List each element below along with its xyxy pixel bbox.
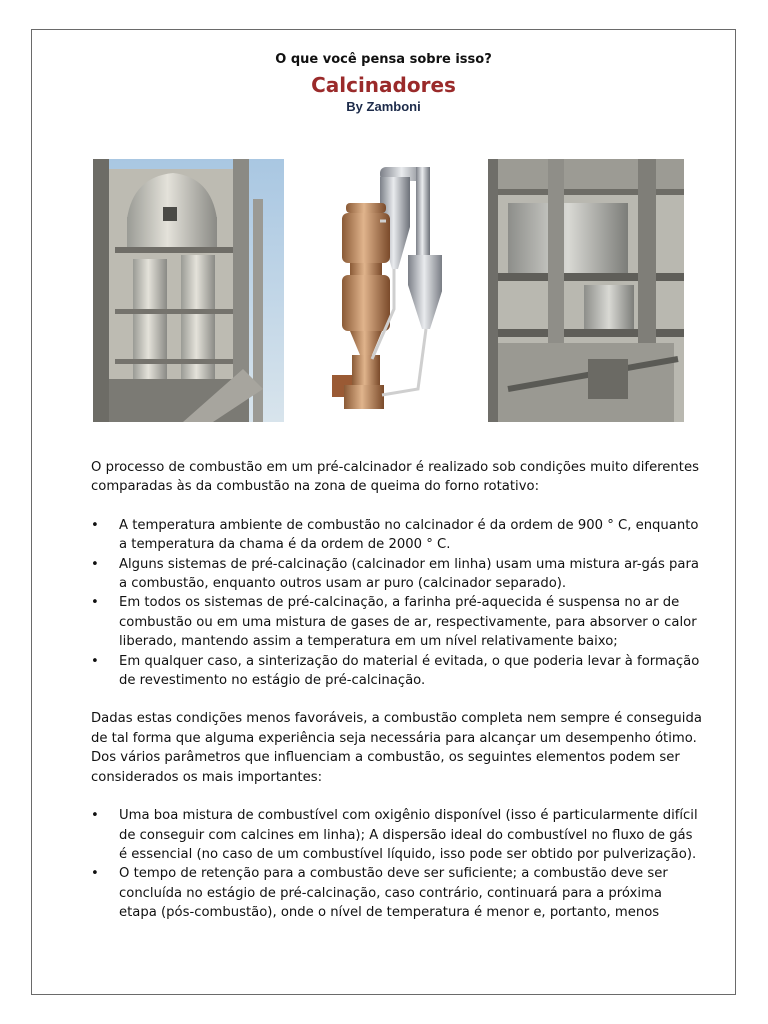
calciner-diagram [322,159,442,422]
kicker-text: O que você pensa sobre isso? [275,52,492,67]
list-item: • Em todos os sistemas de pré-calcinação, a farinha pré-aquecida é suspensa no ar de combustão ou em uma mistura de gases de ar, respectivamente, para absorver o calor liberado, mantendo assim a temperatura em um nível relativamente baixo; [91,593,703,651]
plant-structure-photo [488,159,684,422]
list-item: • Em qualquer caso, a sinterização do material é evitada, o que poderia levar à formação de revestimento no estágio de pré-calcinação. [91,652,703,691]
intro-paragraph: O processo de combustão em um pré-calcinador é realizado sob condições muito diferentes comparadas às da combustão na zona de queima do forno rotativo: [91,460,699,495]
plant-tower-photo [93,159,284,422]
article-body [91,458,703,942]
second-paragraph: Dadas estas condições menos favoráveis, a combustão completa nem sempre é conseguida de tal forma que alguma experiência seja necessária para alcançar um desempenho ótimo. Dos vários parâmetros que influenciam a combustão, os seguintes elementos podem ser considerados os mais importantes: [91,711,702,785]
list-item: • O tempo de retenção para a combustão deve ser suficiente; a combustão deve ser concluída no estágio de pré-calcinação, caso contrário, continuará para a próxima etapa (pós-combustão), onde o nível de temperatura é menor e, portanto, menos [91,864,703,922]
list-item: • Uma boa mistura de combustível com oxigênio disponível (isso é particularmente difícil de conseguir com calcines em linha); A dispersão ideal do combustível no fluxo de gás é essencial (no caso de um combustível líquido, isso pode ser obtido por pulverização). [91,806,703,864]
document-page [31,29,736,995]
document-title: Calcinadores [311,73,456,97]
list-item: • A temperatura ambiente de combustão no calcinador é da ordem de 900 ° C, enquanto a temperatura da chama é da ordem de 2000 ° C. [91,516,703,555]
parameters-list [91,806,703,922]
document-header [32,52,735,114]
byline: By Zamboni [346,99,421,114]
list-item: • Alguns sistemas de pré-calcinação (calcinador em linha) usam uma mistura ar-gás para a combustão, enquanto outros usam ar puro (calcinador separado). [91,555,703,594]
conditions-list [91,516,703,691]
